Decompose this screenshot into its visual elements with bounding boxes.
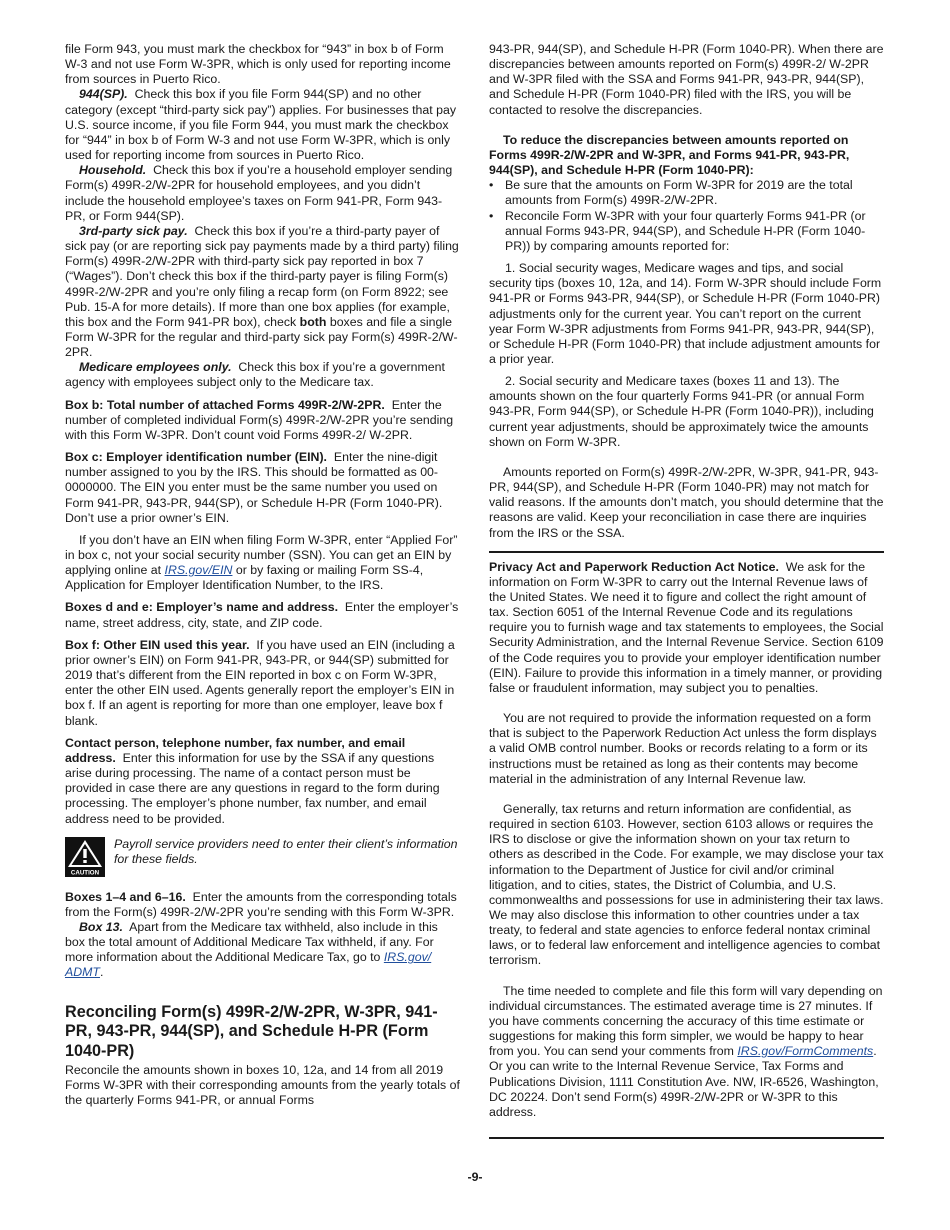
paragraph-contact xyxy=(65,736,460,827)
paragraph-boxes xyxy=(65,890,460,920)
text-sick-pay-b: boxes and file a single Form W-3PR for the regular and third-party sick pay Form(s) 499R-2/W-2PR. xyxy=(65,314,458,360)
heading-boxes: Boxes 1–4 and 6–16. xyxy=(65,889,186,904)
paragraph-box-13: Box 13. Apart from the Medicare tax withheld, also include in this box the total amount of Additional Medicare Tax withheld, if any. For more information about the Additional Medicare Tax, go to IRS.gov/ ADMT. xyxy=(65,919,438,980)
paragraph-ein xyxy=(65,533,460,594)
paragraph-time-estimate xyxy=(489,984,884,1120)
text-medicare: Check this box if you’re a government agency with employees subject only to the Medicare tax. xyxy=(65,360,445,390)
label-sick-pay: 3rd-party sick pay. xyxy=(79,223,188,238)
paragraph-discrepancies: 943-PR, 944(SP), and Schedule H-PR (Form 1040-PR). When there are discrepancies between amounts reported on Form(s) 499R-2/ W-2PR and W-3PR filed with the SSA and Forms 941-PR, 943-PR, 944(SP), and Schedule H-PR (Form 1040-PR) filed with the IRS, you will be contacted to resolve the discrepancies. xyxy=(489,42,884,117)
paragraph-box-f xyxy=(65,638,460,729)
text-time-b: . Or you can write to the Internal Revenue Service, Tax Forms and Publications Division, 1111 Constitution Ave. NW, IR-6526, Washington, DC 20224. Don’t send Form(s) 499R-2/W-2PR or W-3PR to this address. xyxy=(489,1044,879,1119)
label-box-13: Box 13. xyxy=(79,919,123,934)
paragraph-household xyxy=(65,163,460,224)
heading-reduce-discrepancies: To reduce the discrepancies between amounts reported on Forms 499R-2/W-2PR and W-3PR, and Forms 941-PR, 943-PR, 944(SP), and Schedule H-PR (Form 1040-PR): xyxy=(489,132,850,178)
paragraph-sick-pay xyxy=(65,224,460,360)
page-number: -9- xyxy=(467,1170,483,1184)
heading-box-f: Box f: Other EIN used this year. xyxy=(65,637,250,652)
right-column xyxy=(489,42,884,1139)
paragraph-box-c xyxy=(65,450,460,526)
link-irs-ein[interactable]: IRS.gov/EIN xyxy=(164,563,233,578)
paragraph-reconcile: Reconcile the amounts shown in boxes 10, 12a, and 14 from all 2019 Forms W-3PR with their corresponding amounts from the yearly totals of the quarterly Forms 941-PR, or annual Forms xyxy=(65,1063,460,1108)
text-sick-pay-bold: both xyxy=(299,314,327,329)
heading-box-b: Box b: Total number of attached Forms 499R-2/W-2PR. xyxy=(65,397,385,412)
text-boxes: Enter the amounts from the corresponding totals from the Form(s) 499R-2/W-2PR you’re sending with this Form W-3PR. xyxy=(65,889,457,919)
paragraph-privacy xyxy=(489,560,884,696)
caution-icon xyxy=(65,837,105,877)
text-ein-a: If you don’t have an EIN when filing Form W-3PR, enter “Applied For” in box c, not your social security number (SSN). You can get an EIN by applying online at xyxy=(65,532,458,578)
caution-text: Payroll service providers need to enter their client’s information for these fields. xyxy=(114,836,458,866)
text-box-de: Enter the employer’s name, street address, city, state, and ZIP code. xyxy=(65,600,459,630)
text-box-b: Enter the number of completed individual Form(s) 499R-2/W-2PR you’re sending with this Form W-3PR. Don’t count void Forms 499R-2/ W-2PR. xyxy=(65,397,454,442)
text-box-c: Enter the nine-digit number assigned to you by the IRS. This should be formatted as 00-0000000. The EIN you enter must be the same number you used on Form 941-PR, 943-PR, 944(SP), or Schedule H-PR (Form 1040-PR). Don’t use a prior owner’s EIN. xyxy=(65,450,443,525)
heading-privacy: Privacy Act and Paperwork Reduction Act Notice. xyxy=(489,559,779,574)
link-form-comments[interactable]: IRS.gov/FormComments xyxy=(737,1044,874,1059)
text-household: Check this box if you’re a household employer sending Form(s) 499R-2/W-2PR for household employees, and you didn’t include the household employee’s taxes on Form 941-PR, Form 943-PR, or Form 944(SP). xyxy=(65,163,453,223)
link-irs-admt[interactable]: IRS.gov/ ADMT xyxy=(65,950,432,980)
text-contact: Enter this information for use by the SSA if any questions arise during processing. The name of a contact person must be provided in case there are any questions in regard to the form during processing. The employer’s phone number, fax number, and email address need to be provided. xyxy=(65,750,440,826)
text-privacy: We ask for the information on Form W-3PR to carry out the Internal Revenue laws of the United States. We need it to figure and collect the right amount of tax. Section 6051 of the Internal Revenue Code and its regulations require you to furnish wage and tax statements to employees, the Social Security Administration, and the Internal Revenue Service. Section 6109 of the Code requires you to provide your employer identification number (EIN). Failure to provide this information in a timely manner, or providing false or fraudulent information, may subject you to penalties. xyxy=(489,559,884,695)
paragraph-box-de xyxy=(65,600,460,630)
divider xyxy=(489,551,884,553)
label-944sp: 944(SP). xyxy=(79,87,128,102)
text-sick-pay-a: Check this box if you’re a third-party payer of sick pay (or are reporting sick pay payments made by a third party) filing Form(s) 499R-2/W-2PR with third-party sick pay reported in box 7 (“Wages”). Don’t check this box if the third-party payer is filing Form(s) 499R-2/W-2PR and you’re only filing a recap form (on Form 8922; see Pub. 15-A for more details). If more than one box applies (for example, this box and the Form 941-PR box), check xyxy=(65,223,459,329)
paragraph-medicare xyxy=(65,360,460,390)
bullet-item-2: • Reconcile Form W-3PR with your four quarterly Forms 941-PR (or annual Forms 943-PR, 944(SP), and Schedule H-PR (Form 1040-PR)) by comparing amounts reported for: xyxy=(489,209,884,254)
paragraph-944sp xyxy=(65,87,460,163)
text-ein-b: or by faxing or mailing Form SS-4, Application for Employer Identification Number, to the IRS. xyxy=(65,563,424,593)
text-box-13: Apart from the Medicare tax withheld, also include in this box the total amount of Additional Medicare Tax withheld, if any. For more information about the Additional Medicare Tax, go to xyxy=(65,919,438,965)
bullet-item-1: • Be sure that the amounts on Form W-3PR for 2019 are the total amounts from Form(s) 499R-2/W-2PR. xyxy=(489,178,884,208)
heading-contact: Contact person, telephone number, fax number, and email address. xyxy=(65,735,406,765)
text-time-a: The time needed to complete and file this form will vary depending on individual circumstances. The estimated average time is 27 minutes. If you have comments concerning the accuracy of this time estimate or suggestions for making this form simpler, we would be happy to hear from you. You can send your comments from xyxy=(489,983,883,1059)
numbered-item-2: 2. Social security and Medicare taxes (boxes 11 and 13). The amounts shown on the four quarterly Forms 941-PR (or annual Form 943-PR, Form 944(SP), or Schedule H-PR (Form 1040-PR)), including current year adjustments, should be approximately twice the amounts shown on Form W-3PR. xyxy=(489,374,874,449)
paragraph-not-required: You are not required to provide the information requested on a form that is subject to the Paperwork Reduction Act unless the form displays a valid OMB control number. Books or records relating to a form or its instructions must be retained as long as their contents may become material in the administration of any Internal Revenue law. xyxy=(489,711,877,786)
caution-note xyxy=(65,837,460,877)
text-944sp: Check this box if you file Form 944(SP) and no other category (except “third-party sick pay”) applies. For businesses that pay U.S. source income, if you file Form 944, you must mark the checkbox for “944” in box b of Form W-3 and not use Form W-3PR, which is only used for reporting income from sources in Puerto Rico. xyxy=(65,87,457,163)
paragraph-box-b xyxy=(65,398,460,443)
paragraph-amounts: Amounts reported on Form(s) 499R-2/W-2PR, W-3PR, 941-PR, 943-PR, 944(SP), and Schedule H-PR (Form 1040-PR) may not match for valid reasons. If the amounts don’t match, you should determine that the reasons are valid. Keep your reconciliation in case there are inquiries from the IRS or the SSA. xyxy=(489,464,884,540)
text-box-f: If you have used an EIN (including a prior owner’s EIN) on Form 941-PR, 943-PR, or 944(SP) submitted for 2019 that’s different from the EIN reported in box c on Form W-3PR, enter the other EIN used. Agents generally report the employer’s EIN in box f. If an agent is reporting for more than one employer, leave box f blank. xyxy=(65,637,455,728)
bottom-divider xyxy=(489,1137,884,1139)
label-household: Household. xyxy=(79,163,147,178)
paragraph-943: file Form 943, you must mark the checkbox for “943” in box b of Form W-3 and not use Form W-3PR, which is only used for reporting income from sources in Puerto Rico. xyxy=(65,42,451,87)
heading-box-de: Boxes d and e: Employer’s name and address. xyxy=(65,600,339,615)
label-medicare: Medicare employees only. xyxy=(79,360,232,375)
heading-box-c: Box c: Employer identification number (EIN). xyxy=(65,450,327,465)
paragraph-confidential: Generally, tax returns and return information are confidential, as required in section 6103. However, section 6103 allows or requires the IRS to disclose or give the information shown on your tax return to others as described in the Code. For example, we may disclose your tax information to the Department of Justice for civil and/or criminal litigation, and to cities, states, the District of Columbia, and U.S. commonwealths and possessions for use in administering their tax laws. We may also disclose this information to other countries under a tax treaty, to federal and state agencies to enforce federal nontax criminal laws, or to federal law enforcement and intelligence agencies to combat terrorism. xyxy=(489,801,884,968)
numbered-item-1: 1. Social security wages, Medicare wages and tips, and social security tips (boxes 10, 12a, and 14). Form W-3PR should include Form 941-PR or Forms 943-PR, 944(SP), or Schedule H-PR (Form 1040-PR) adjustments only for the current year. You can’t report on the current year Form W-3PR adjustments from Forms 941-PR, 943-PR, 944(SP), or Schedule H-PR (Form 1040-PR) that include adjustment amounts for a prior year. xyxy=(489,261,882,366)
left-column xyxy=(65,42,460,1109)
caution-label: CAUTION xyxy=(70,869,100,877)
section-heading-reconciling: Reconciling Form(s) 499R-2/W-2PR, W-3PR, 941-PR, 943-PR, 944(SP), and Schedule H-PR (Form 1040-PR) xyxy=(65,1002,438,1060)
